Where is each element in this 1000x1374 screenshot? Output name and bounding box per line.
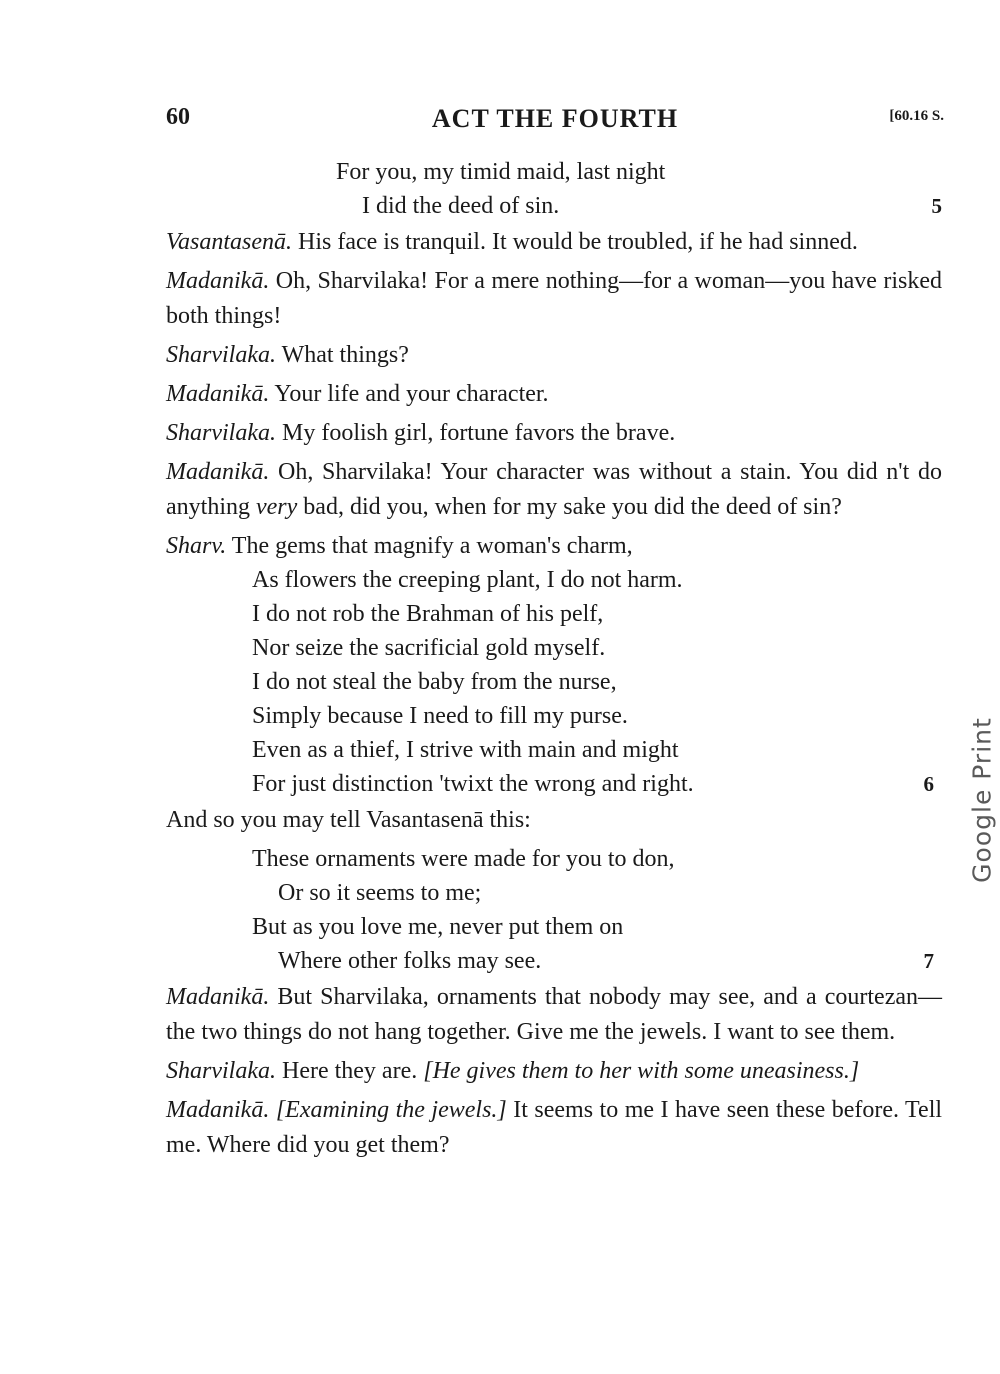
speaker-name: Madanikā. <box>166 459 270 485</box>
speaker-name: Sharvilaka. <box>166 1058 276 1084</box>
speech-text: Your life and your character. <box>274 381 549 407</box>
verse-line: Or so it seems to me; <box>278 880 482 906</box>
speech-text: My foolish girl, fortune favors the brave. <box>281 420 676 446</box>
google-print-watermark: Google Print <box>967 717 997 883</box>
verse-line <box>166 944 942 978</box>
speaker-name: Vasantasenā. <box>166 229 292 255</box>
running-title: ACT THE FOURTH <box>431 104 679 133</box>
speech-madanika <box>166 455 942 525</box>
verse-line: For you, my timid maid, last night <box>336 159 666 185</box>
speech-text: But Sharvilaka, ornaments that nobody may see, and a courtezan—the two things do not hang together. Give me the jewels. I want to see them. <box>166 984 943 1045</box>
verse-line: These ornaments were made for you to don, <box>252 846 675 872</box>
page-number: 60 <box>166 104 190 130</box>
verse-5 <box>166 155 942 223</box>
speech-madanika <box>166 377 942 412</box>
verse-line: But as you love me, never put them on <box>252 914 624 940</box>
speech-emphasis: very <box>256 494 298 520</box>
verse-6 <box>166 529 942 801</box>
speech-madanika <box>166 1093 942 1163</box>
speech-madanika <box>166 264 942 334</box>
speech-text: What things? <box>281 342 409 368</box>
verse-line: I do not rob the Brahman of his pelf, <box>252 601 604 627</box>
verse-line-text: The gems that magnify a woman's charm, <box>231 533 633 559</box>
verse-line: As flowers the creeping plant, I do not harm. <box>252 567 683 593</box>
verse-line-text: I did the deed of sin. <box>362 193 560 219</box>
speech-sharvilaka <box>166 1054 942 1089</box>
page-body <box>166 155 942 1167</box>
page-header <box>166 104 944 140</box>
verse-line: I do not steal the baby from the nurse, <box>252 669 617 695</box>
speech-text: It seems to me I have seen these before. Tell me. Where did you get them? <box>166 1097 943 1158</box>
speech-text: His face is tranquil. It would be troubled, if he had sinned. <box>298 229 858 255</box>
stage-direction: [Examining the jewels.] <box>275 1097 507 1123</box>
speaker-name: Madanikā. <box>166 268 270 294</box>
verse-line: Nor seize the sacrificial gold myself. <box>252 635 606 661</box>
speech-text: Oh, Sharvilaka! For a mere nothing—for a woman—you have risked both things! <box>166 268 942 329</box>
stage-direction: [He gives them to her with some uneasiness.] <box>423 1058 860 1084</box>
speech-text: Oh, Sharvilaka! Your character was without a stain. You did n't do anything <box>166 459 942 520</box>
speech-vasantasena <box>166 225 942 260</box>
verse-line-text: Where other folks may see. <box>278 948 542 974</box>
verse-number: 5 <box>931 194 942 218</box>
verse-line <box>166 767 942 801</box>
speaker-name: Sharvilaka. <box>166 420 276 446</box>
speech-sharvilaka <box>166 338 942 373</box>
speaker-name: Sharv. <box>166 533 227 559</box>
verse-line <box>166 189 942 223</box>
speech-madanika <box>166 980 942 1050</box>
speech-sharvilaka <box>166 416 942 451</box>
speech-continuation: And so you may tell Vasantasenā this: <box>166 807 531 833</box>
speech-text: Here they are. <box>281 1058 418 1084</box>
verse-number: 6 <box>923 772 934 796</box>
speaker-name: Madanikā. <box>166 1097 270 1123</box>
verse-line-text: For just distinction 'twixt the wrong and right. <box>252 771 694 797</box>
verse-number: 7 <box>923 949 934 973</box>
section-reference: [60.16 S. <box>889 108 944 124</box>
speech-text: bad, did you, when for my sake you did the deed of sin? <box>303 494 842 520</box>
speaker-name: Madanikā. <box>166 984 270 1010</box>
verse-line: Even as a thief, I strive with main and might <box>252 737 679 763</box>
verse-7 <box>166 842 942 978</box>
speaker-name: Madanikā. <box>166 381 270 407</box>
verse-line: Simply because I need to fill my purse. <box>252 703 628 729</box>
verse-line <box>166 529 942 563</box>
speaker-name: Sharvilaka. <box>166 342 276 368</box>
